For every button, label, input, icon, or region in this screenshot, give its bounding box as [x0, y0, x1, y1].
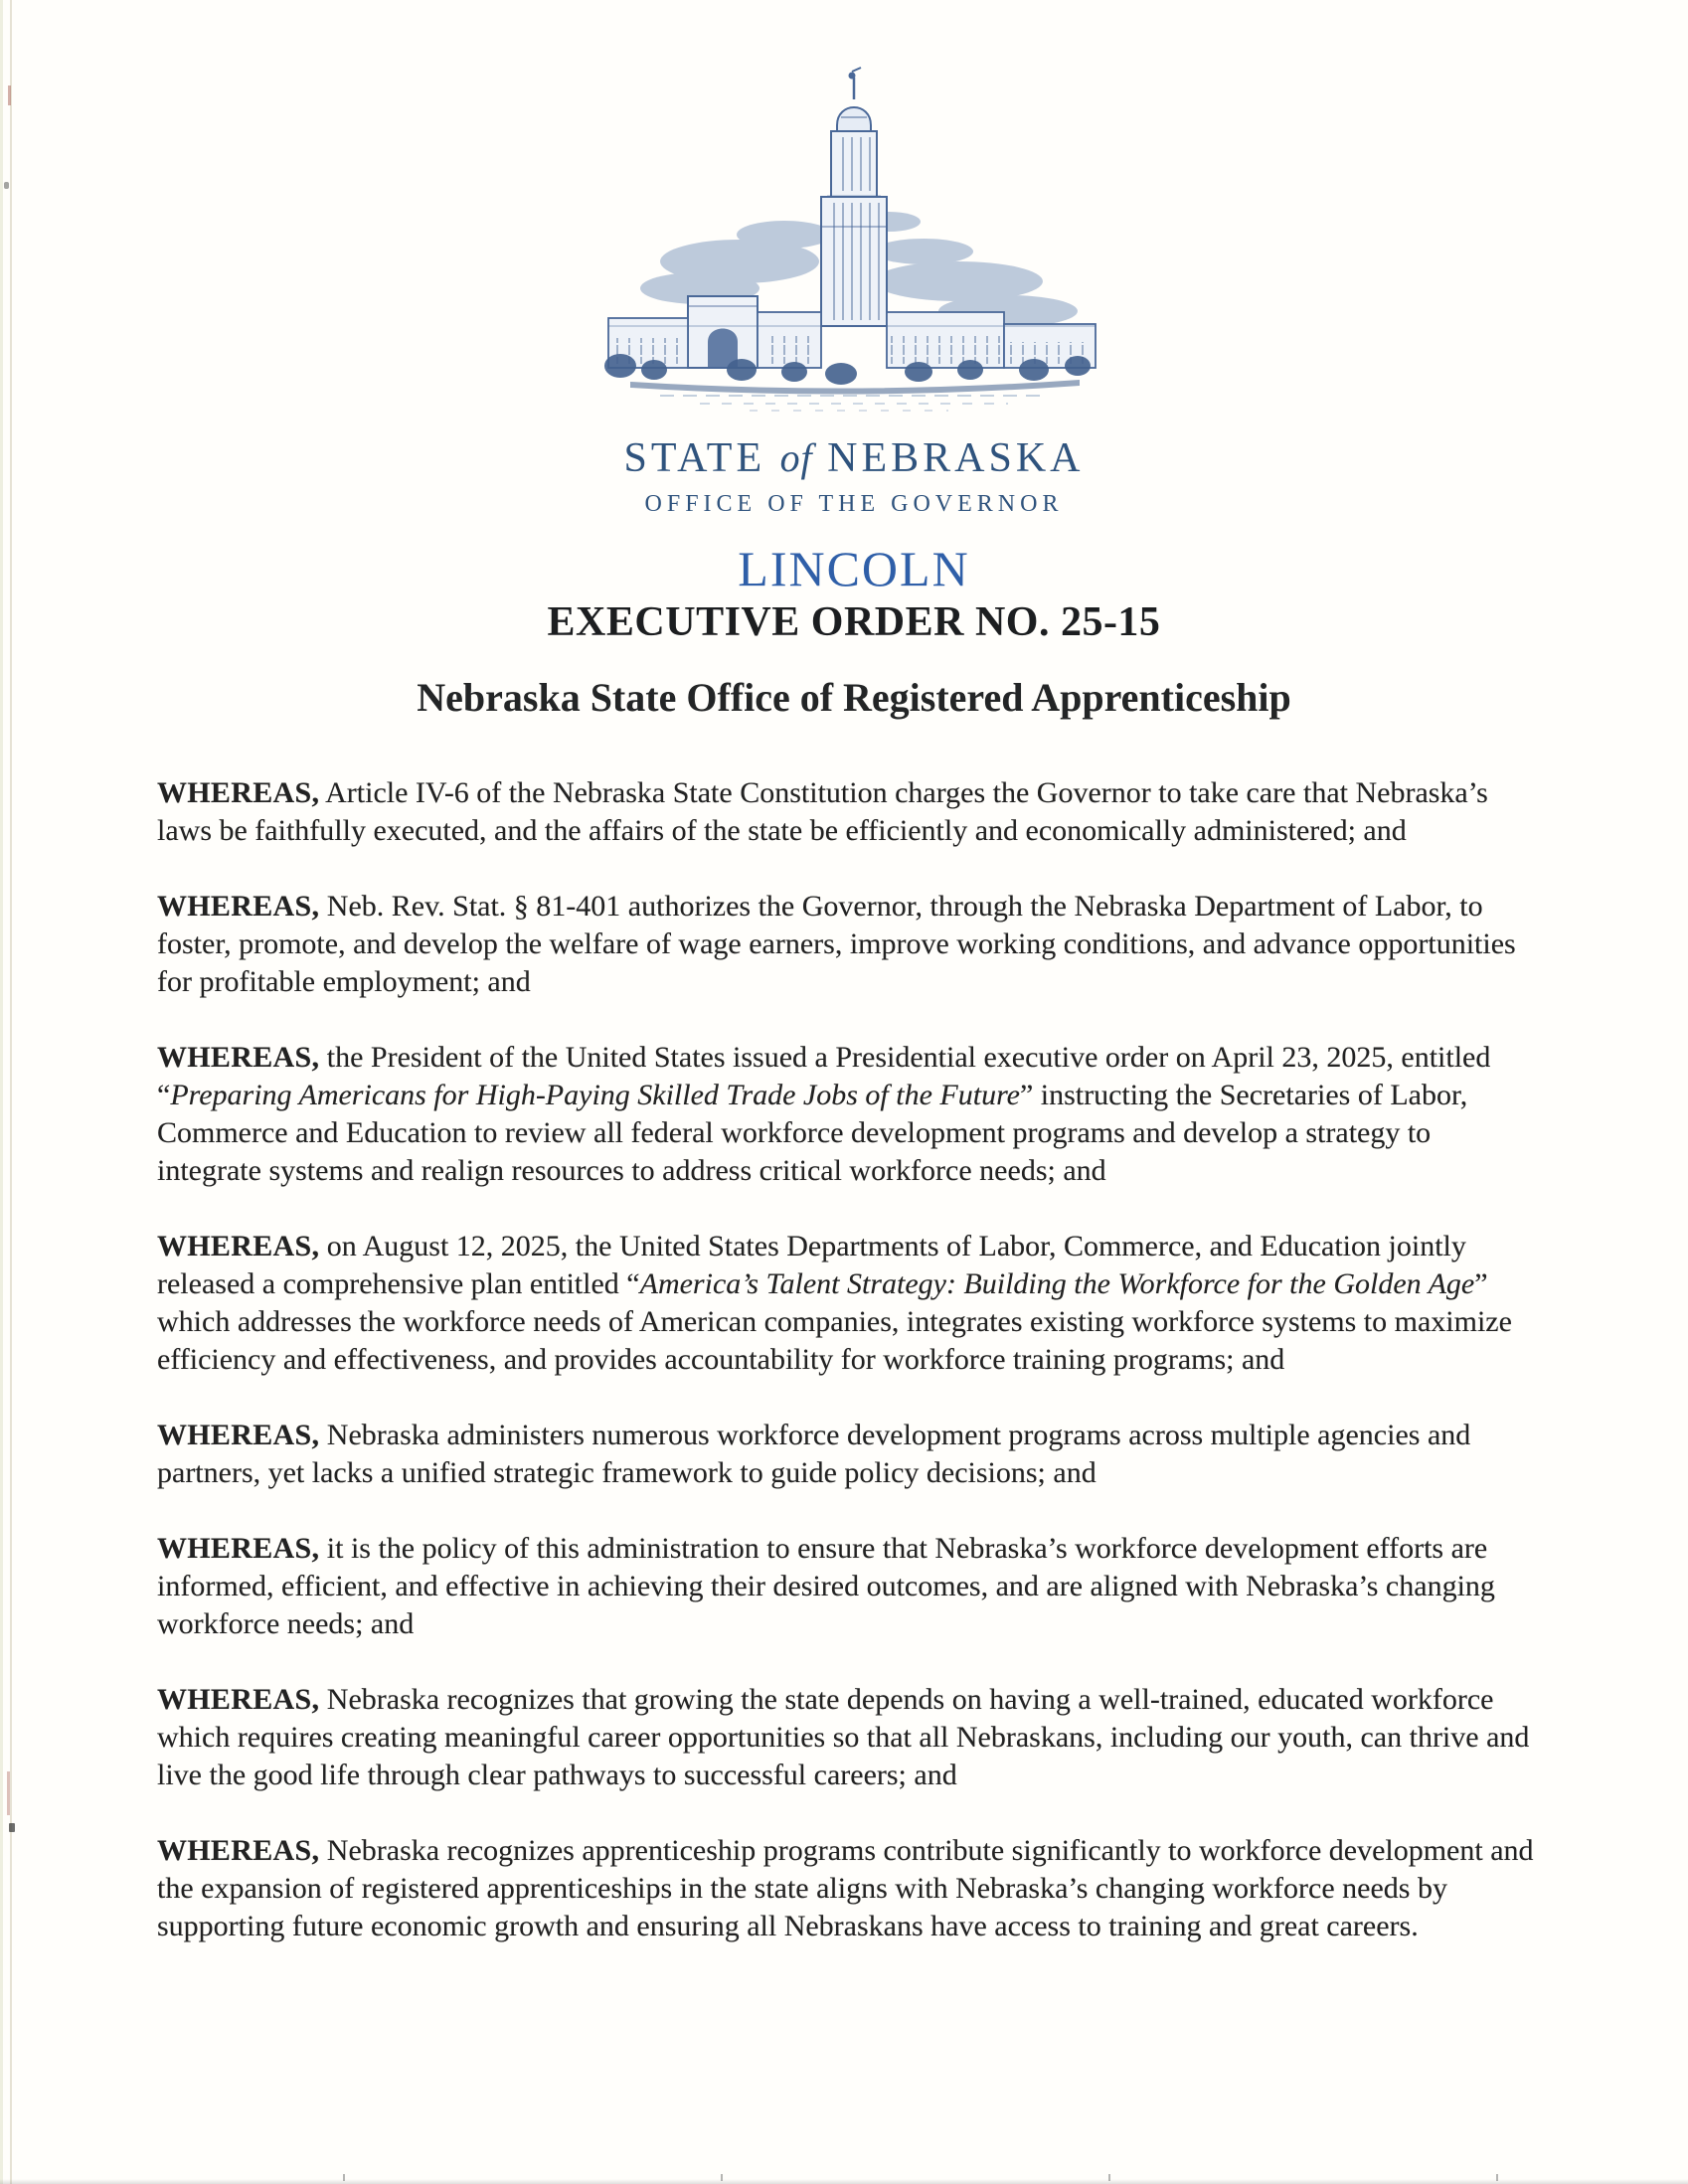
- whereas-keyword: WHEREAS,: [157, 1230, 320, 1262]
- paragraph-text: ” instructing the Secretaries of Labor, Commerce and Education to review all federal workforce development programs and develop a strategy to integrate systems and realign resources to address critical workforce needs; and: [157, 1079, 1468, 1187]
- letterhead: [20, 0, 1688, 721]
- office-subheading: OFFICE OF THE GOVERNOR: [644, 491, 1064, 517]
- paragraph-text: Neb. Rev. Stat. § 81-401 authorizes the Governor, through the Nebraska Department of Labor, to foster, promote, and develop the welfare of wage earners, improve working conditions, and advance opportunities for profitable employment; and: [157, 890, 1516, 998]
- scan-red-mark-top: [8, 85, 11, 105]
- cited-title-italic: America’s Talent Strategy: Building the Workforce for the Golden Age: [639, 1267, 1475, 1300]
- paragraph-text: it is the policy of this administration to ensure that Nebraska’s workforce development efforts are informed, efficient, and effective in achieving their desired outcomes, and are aligned with Nebraska’s changing workforce needs; and: [157, 1532, 1495, 1640]
- whereas-keyword: WHEREAS,: [157, 776, 320, 809]
- whereas-keyword: WHEREAS,: [157, 1683, 320, 1716]
- state-name-heading: [20, 434, 1688, 482]
- scan-speck: [9, 1823, 15, 1832]
- whereas-paragraph: [157, 888, 1539, 1001]
- document-title: Nebraska State Office of Registered Apprenticeship: [417, 675, 1291, 720]
- whereas-keyword: WHEREAS,: [157, 1041, 320, 1074]
- whereas-keyword: WHEREAS,: [157, 1419, 320, 1451]
- city-heading: LINCOLN: [738, 541, 970, 596]
- whereas-paragraph: [157, 1417, 1539, 1492]
- whereas-keyword: WHEREAS,: [157, 890, 320, 923]
- paragraph-text: on August 12, 2025, the United States Departments of Labor, Commerce, and Education jointly released a comprehensive plan entitled “: [157, 1230, 1466, 1300]
- paragraph-text: Nebraska recognizes apprenticeship programs contribute significantly to workforce development and the expansion of registered apprenticeships in the state aligns with Nebraska’s changing workforce needs by supporting future economic growth and ensuring all Nebraskans have access to training and great careers.: [157, 1834, 1534, 1942]
- whereas-paragraph: [157, 774, 1539, 850]
- scan-bottom-shade: [0, 2179, 1688, 2184]
- whereas-keyword: WHEREAS,: [157, 1532, 320, 1565]
- scan-line-artifact: [10, 0, 12, 2184]
- paragraph-text: Article IV-6 of the Nebraska State Constitution charges the Governor to take care that Nebraska’s laws be faithfully executed, and the affairs of the state be efficiently and economically administered; and: [157, 776, 1488, 847]
- cited-title-italic: Preparing Americans for High-Paying Skilled Trade Jobs of the Future: [170, 1079, 1020, 1111]
- whereas-clauses-section: [157, 774, 1539, 1983]
- scan-red-mark-middle: [7, 1771, 10, 1815]
- whereas-paragraph: [157, 1530, 1539, 1643]
- scan-edge-artifact: [0, 0, 3, 2184]
- scan-speck: [4, 182, 9, 189]
- nebraska-capitol-illustration-icon: [591, 58, 1117, 420]
- paragraph-text: Nebraska recognizes that growing the state depends on having a well-trained, educated workforce which requires creating meaningful career opportunities so that all Nebraskans, including our youth, can thrive and live the good life through clear pathways to successful careers; and: [157, 1683, 1530, 1791]
- whereas-paragraph: [157, 1832, 1539, 1945]
- paragraph-text: ” which addresses the workforce needs of American companies, integrates existing workforce systems to maximize efficiency and effectiveness, and provides accountability for workforce training programs; and: [157, 1267, 1512, 1376]
- whereas-keyword: WHEREAS,: [157, 1834, 320, 1867]
- whereas-paragraph: [157, 1681, 1539, 1794]
- paragraph-text: the President of the United States issued a Presidential executive order on April 23, 2025, entitled “: [157, 1041, 1491, 1111]
- executive-order-number: EXECUTIVE ORDER NO. 25-15: [547, 599, 1161, 645]
- state-name-of: of: [779, 435, 813, 480]
- whereas-paragraph: [157, 1039, 1539, 1190]
- state-name-part: STATE: [623, 435, 766, 481]
- state-name-part: NEBRASKA: [827, 435, 1085, 481]
- paragraph-text: Nebraska administers numerous workforce development programs across multiple agencies and partners, yet lacks a unified strategic framework to guide policy decisions; and: [157, 1419, 1471, 1489]
- whereas-paragraph: [157, 1228, 1539, 1379]
